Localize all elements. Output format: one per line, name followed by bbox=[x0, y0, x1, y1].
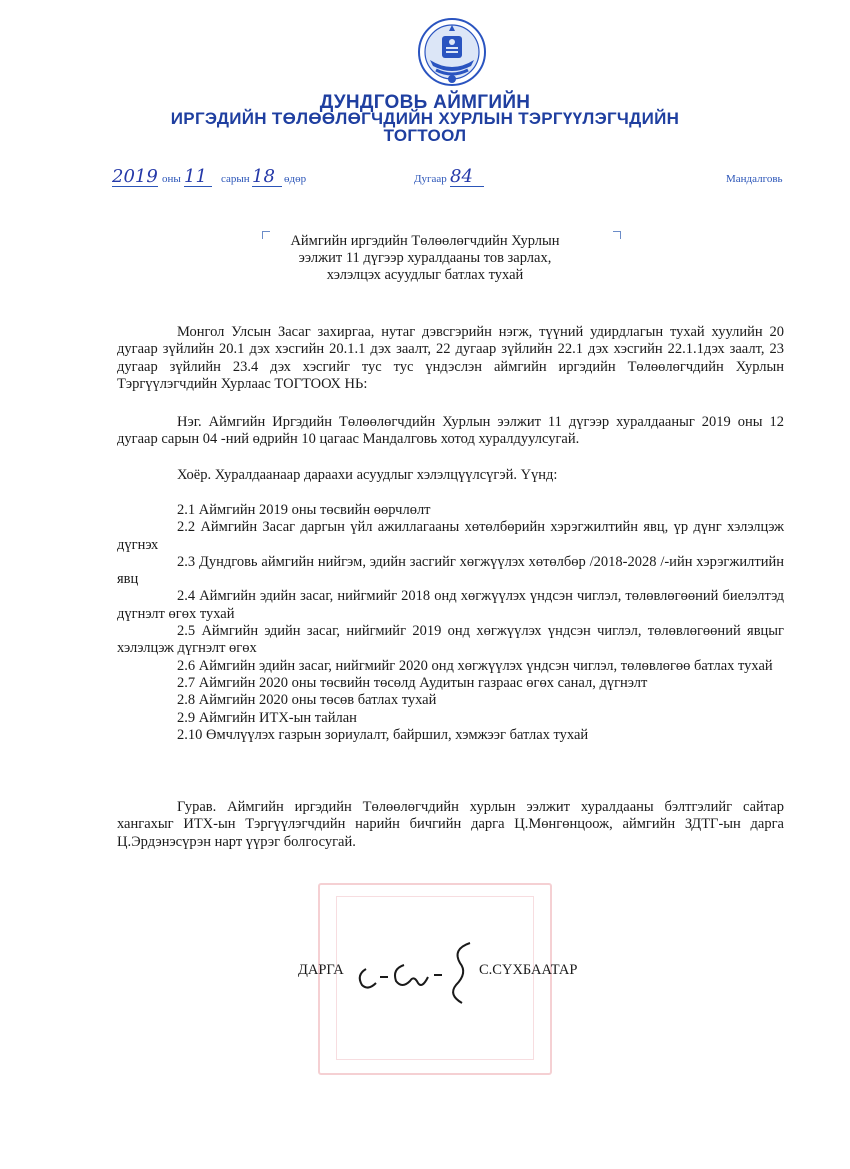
subject-line: хэлэлцэх асуудлыг батлах тухай bbox=[326, 267, 524, 283]
place-name: Мандалговь bbox=[726, 173, 783, 185]
signatory-name: С.СҮХБААТАР bbox=[479, 962, 578, 978]
number-label: Дугаар bbox=[414, 173, 447, 185]
agenda-list bbox=[117, 502, 784, 744]
state-emblem-icon bbox=[416, 16, 488, 88]
day-label: өдөр bbox=[284, 173, 307, 185]
preamble-paragraph: Монгол Улсын Засаг захиргаа, нутаг дэвсгэрийн нэгж, түүний удирдлагын тухай хуулийн 20 дугаар зүйлийн 20.1 дэх хэсгийн 20.1.1 дэх заалт, 22 дугаар зүйлийн 22.1 дэх хэсгийн 22.1.1дэх заалт, 23 дугаар зүйлийн 23.4 дэх хэсгийг тус тус үндэслэн аймгийн иргэдийн Төлөөлөгчдийн Хурлын Тэргүүлэгчдийн Хурлаас ТОГТООХ НЬ: bbox=[117, 324, 784, 392]
agenda-item: 2.9 Аймгийн ИТХ-ын тайлан bbox=[177, 709, 357, 726]
header-document-type: ТОГТООЛ bbox=[383, 126, 467, 145]
agenda-item: 2.6 Аймгийн эдийн засаг, нийгмийг 2020 онд хөгжүүлэх үндсэн чиглэл, төлөвлөгөө батлах тухай bbox=[177, 657, 773, 674]
subject-line: ээлжит 11 дүгээр хуралдааны тов зарлах, bbox=[298, 250, 552, 266]
date-month-field bbox=[184, 166, 212, 187]
header-organization: ИРГЭДИЙН ТӨЛӨӨЛӨГЧДИЙН ХУРЛЫН ТЭРГҮҮЛЭГЧДИЙН bbox=[170, 109, 680, 128]
subject-line: Аймгийн иргэдийн Төлөөлөгчдийн Хурлын bbox=[290, 233, 560, 249]
clause-two: Хоёр. Хуралдаанаар дараахи асуудлыг хэлэлцүүлсүгэй. Үүнд: bbox=[177, 467, 558, 483]
agenda-item: 2.7 Аймгийн 2020 оны төсвийн төсөлд Аудитын газраас өгөх санал, дүгнэлт bbox=[177, 674, 648, 691]
header-aimag-name: ДУНДГОВЬ АЙМГИЙН bbox=[319, 92, 531, 113]
agenda-item: 2.5 Аймгийн эдийн засаг, нийгмийг 2019 онд хөгжүүлэх үндсэн чиглэл, төлөвлөгөөний явцыг хэлэлцэж дүгнэлт өгөх bbox=[117, 623, 784, 657]
date-month: 11 bbox=[184, 166, 207, 187]
clause-one: Нэг. Аймгийн Иргэдийн Төлөөлөгчдийн Хурлын ээлжит 11 дүгээр хуралдааныг 2019 оны 12 дугаар сарын 04 -ний өдрийн 10 цагаас Мандалговь хотод хуралдуулсугай. bbox=[117, 414, 784, 448]
clause-three: Гурав. Аймгийн иргэдийн Төлөөлөгчдийн хурлын ээлжит хуралдааны бэлтгэлийг сайтар хангахыг ИТХ-ын Тэргүүлэгчдийн нарийн бичгийн дарга Ц.Мөнгөнцоож, аймгийн ЗДТГ-ын дарга Ц.Эрдэнэсүрэн нарт үүрэг болгосугай. bbox=[117, 799, 784, 850]
document-number-field bbox=[450, 166, 484, 187]
agenda-item: 2.10 Өмчлүүлэх газрын зориулалт, байршил, хэмжээг батлах тухай bbox=[177, 726, 589, 743]
date-year-field bbox=[112, 166, 158, 187]
month-label: сарын bbox=[221, 173, 250, 185]
date-day-field bbox=[252, 166, 282, 187]
handwritten-signature bbox=[352, 935, 480, 1007]
agenda-item: 2.1 Аймгийн 2019 оны төсвийн өөрчлөлт bbox=[177, 502, 431, 518]
year-label: оны bbox=[162, 173, 181, 185]
document-subject bbox=[200, 233, 650, 284]
agenda-item: 2.3 Дундговь аймгийн нийгэм, эдийн засгийг хөгжүүлэх хөтөлбөр /2018-2028 /-ийн хэрэгжилтийн явц bbox=[117, 553, 784, 588]
document-number: 84 bbox=[450, 166, 473, 187]
date-day: 18 bbox=[252, 166, 275, 187]
signatory-title: ДАРГА bbox=[298, 962, 344, 978]
date-year: 2019 bbox=[112, 166, 158, 187]
agenda-item: 2.8 Аймгийн 2020 оны төсөв батлах тухай bbox=[177, 692, 437, 709]
agenda-item: 2.4 Аймгийн эдийн засаг, нийгмийг 2018 онд хөгжүүлэх үндсэн чиглэл, төлөвлөгөөний биелэлтэд дүгнэлт өгөх тухай bbox=[117, 588, 784, 622]
agenda-item: 2.2 Аймгийн Засаг даргын үйл ажиллагааны хөтөлбөрийн хэрэгжилтийн явц, үр дүнг хэлэлцэж дүгнэх bbox=[117, 519, 784, 553]
